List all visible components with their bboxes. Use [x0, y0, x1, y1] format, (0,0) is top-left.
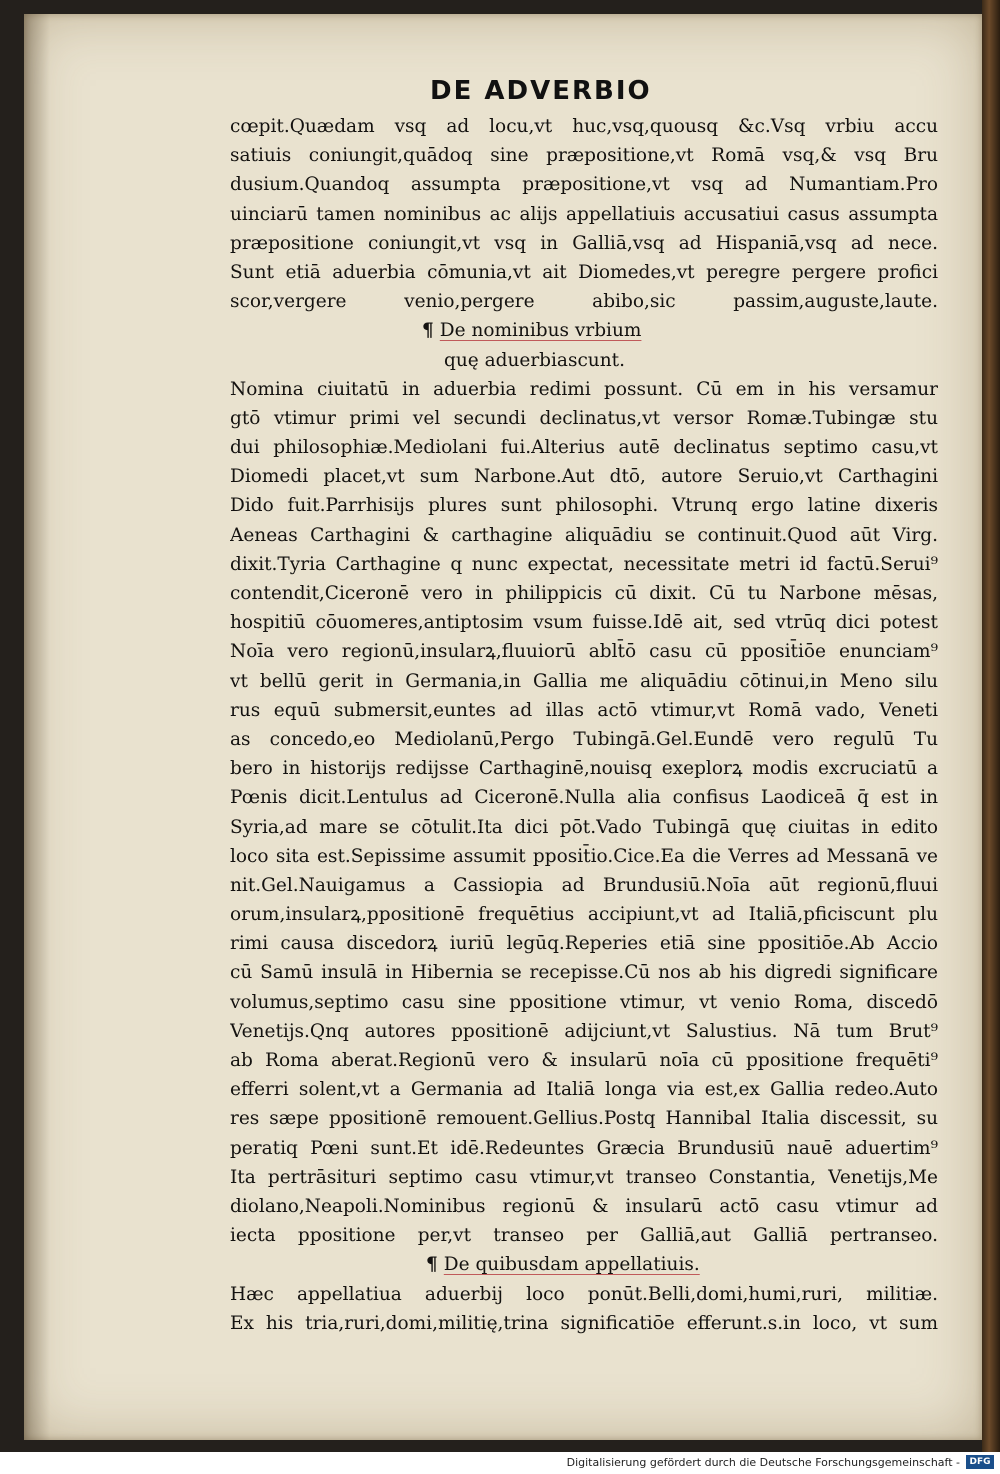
text-line: rus equū submersit,euntes ad illas actō vtimur,vt Romā vado, Veneti: [230, 699, 938, 721]
text-line: loco sita est.Sepissime assumit pposit̄io.Cice.Ea die Verres ad Messanā ve: [230, 845, 938, 867]
text-line: uinciarū tamen nominibus ac alijs appellatiuis accusatiui casus assumpta: [230, 203, 938, 225]
text-line: dusium.Quandoq assumpta præpositione,vt vsq ad Numantiam.Pro: [230, 174, 938, 196]
text-line: dui philosophiæ.Mediolani fui.Alterius autē declinatus septimo casu,vt: [230, 437, 938, 459]
text-line: orum,insularꝝ,ppositionē frequētius accipiunt,vt ad Italiā,pficiscunt plu: [230, 904, 938, 926]
heading-text: De quibusdam appellatiuis.: [443, 1254, 700, 1276]
section-heading-urbium: [230, 316, 938, 345]
section-heading-appellatiuis: [230, 1250, 938, 1279]
text-line: vt bellū gerit in Germania,in Gallia me aliquādiu cōtinui,in Meno silu: [230, 670, 938, 692]
text-line: contendit,Ciceronē vero in philippicis cū dixit. Cū tu Narbone mēsas,: [230, 583, 938, 604]
text-line: Ex his tria,ruri,domi,militię,trina significatiōe efferunt.s.in loco, vt sum: [230, 1312, 938, 1334]
text-line: scor,vergere venio,pergere abibo,sic passim,auguste,laute.: [230, 291, 938, 313]
text-line: res sæpe ppositionē remouent.Gellius.Postq Hannibal Italia discessit, su: [230, 1108, 938, 1130]
text-line: cū Samū insulā in Hibernia se recepisse.Cū nos ab his digredi significare: [230, 962, 938, 984]
page-header: DE ADVERBIO: [430, 76, 652, 106]
text-line: volumus,septimo casu sine ppositione vtimur, vt venio Roma, discedō: [230, 991, 938, 1013]
text-line: præpositione coniungit,vt vsq in Galliā,vsq ad Hispaniā,vsq ad nece.: [230, 232, 938, 254]
text-line: as concedo,eo Mediolanū,Pergo Tubingā.Gel.Eundē vero regulū Tu: [230, 728, 938, 750]
text-line: nit.Gel.Nauigamus a Cassiopia ad Brundusiū.Noīa aūt regionū,fluui: [230, 874, 938, 896]
section-heading-line2: quę aduerbiascunt.: [444, 349, 625, 371]
text-line: peratiq Pœni sunt.Et idē.Redeuntes Græcia Brundusiū nauē aduertim⁹: [230, 1137, 938, 1159]
pilcrow-icon: ¶: [422, 320, 434, 342]
footer-credit: Digitalisierung gefördert durch die Deutsche Forschungsgemeinschaft -: [566, 1456, 960, 1469]
pilcrow-icon: ¶: [426, 1254, 438, 1276]
text-line: Nomina ciuitatū in aduerbia redimi possunt. Cū em in his versamur: [230, 378, 938, 400]
book-spine: [982, 0, 1000, 1452]
text-line: Dido fuit.Parrhisijs plures sunt philosophi. Vtrunq ergo latine dixeris: [230, 495, 938, 517]
text-line: Diomedi placet,vt sum Narbone.Aut dtō, autore Seruio,vt Carthagini: [230, 466, 938, 488]
text-block: [230, 112, 938, 1338]
dfg-logo-icon: DFG: [966, 1455, 994, 1469]
text-line: Ita pertrāsituri septimo casu vtimur,vt transeo Constantia, Venetijs,Me: [230, 1166, 938, 1188]
text-line: Noīa vero regionū,insularꝝ,fluuiorū ablt̄ō casu cū pposit̄iōe enunciam⁹: [230, 641, 938, 663]
text-line: Pœnis dicit.Lentulus ad Ciceronē.Nulla alia confisus Laodiceā q̄ est in: [230, 787, 938, 809]
text-line: efferri solent,vt a Germania ad Italiā longa via est,ex Gallia redeo.Auto: [230, 1079, 938, 1101]
text-line: hospitiū cōuomeres,antiptosim vsum fuisse.Idē ait, sed vtrūq dici potest: [230, 612, 938, 634]
text-line: rimi causa discedorꝝ iuriū legūq.Reperies etiā sine ppositiōe.Ab Accio: [230, 933, 938, 955]
text-line: Venetijs.Qnq autores ppositionē adijciunt,vt Salustius. Nā tum Brut⁹: [230, 1020, 938, 1042]
text-line: ab Roma aberat.Regionū vero & insularū noīa cū ppositione frequēti⁹: [230, 1050, 938, 1071]
text-line: cœpit.Quædam vsq ad locu,vt huc,vsq,quousq &c.Vsq vrbiu accu: [230, 116, 938, 137]
text-line: satiuis coniungit,quādoq sine præpositione,vt Romā vsq,& vsq Bru: [230, 145, 938, 167]
text-line: Sunt etiā aduerbia cōmunia,vt ait Diomedes,vt peregre pergere profici: [230, 261, 938, 283]
text-line: Hæc appellatiua aduerbij loco ponūt.Belli,domi,humi,ruri, militiæ.: [230, 1283, 938, 1305]
heading-text: De nominibus vrbium: [439, 320, 642, 342]
text-line: Aeneas Carthagini & carthagine aliquādiu se continuit.Quod aūt Virg.: [230, 524, 938, 546]
text-line: diolano,Neapoli.Nominibus regionū & insularū actō casu vtimur ad: [230, 1195, 938, 1217]
text-line: Syria,ad mare se cōtulit.Ita dici pōt.Vado Tubingā quę ciuitas in edito: [230, 816, 938, 838]
text-line: gtō vtimur primi vel secundi declinatus,vt versor Romæ.Tubingæ stu: [230, 407, 938, 429]
text-line: bero in historijs redijsse Carthaginē,nouisq exeplorꝝ modis excruciatū a: [230, 758, 938, 780]
text-line: iecta ppositione per,vt transeo per Galliā,aut Galliā pertranseo.: [230, 1225, 938, 1247]
footer-bar: [0, 1452, 1000, 1474]
text-line: dixit.Tyria Carthagine q nunc expectat, necessitate metri id factū.Serui⁹: [230, 553, 938, 575]
